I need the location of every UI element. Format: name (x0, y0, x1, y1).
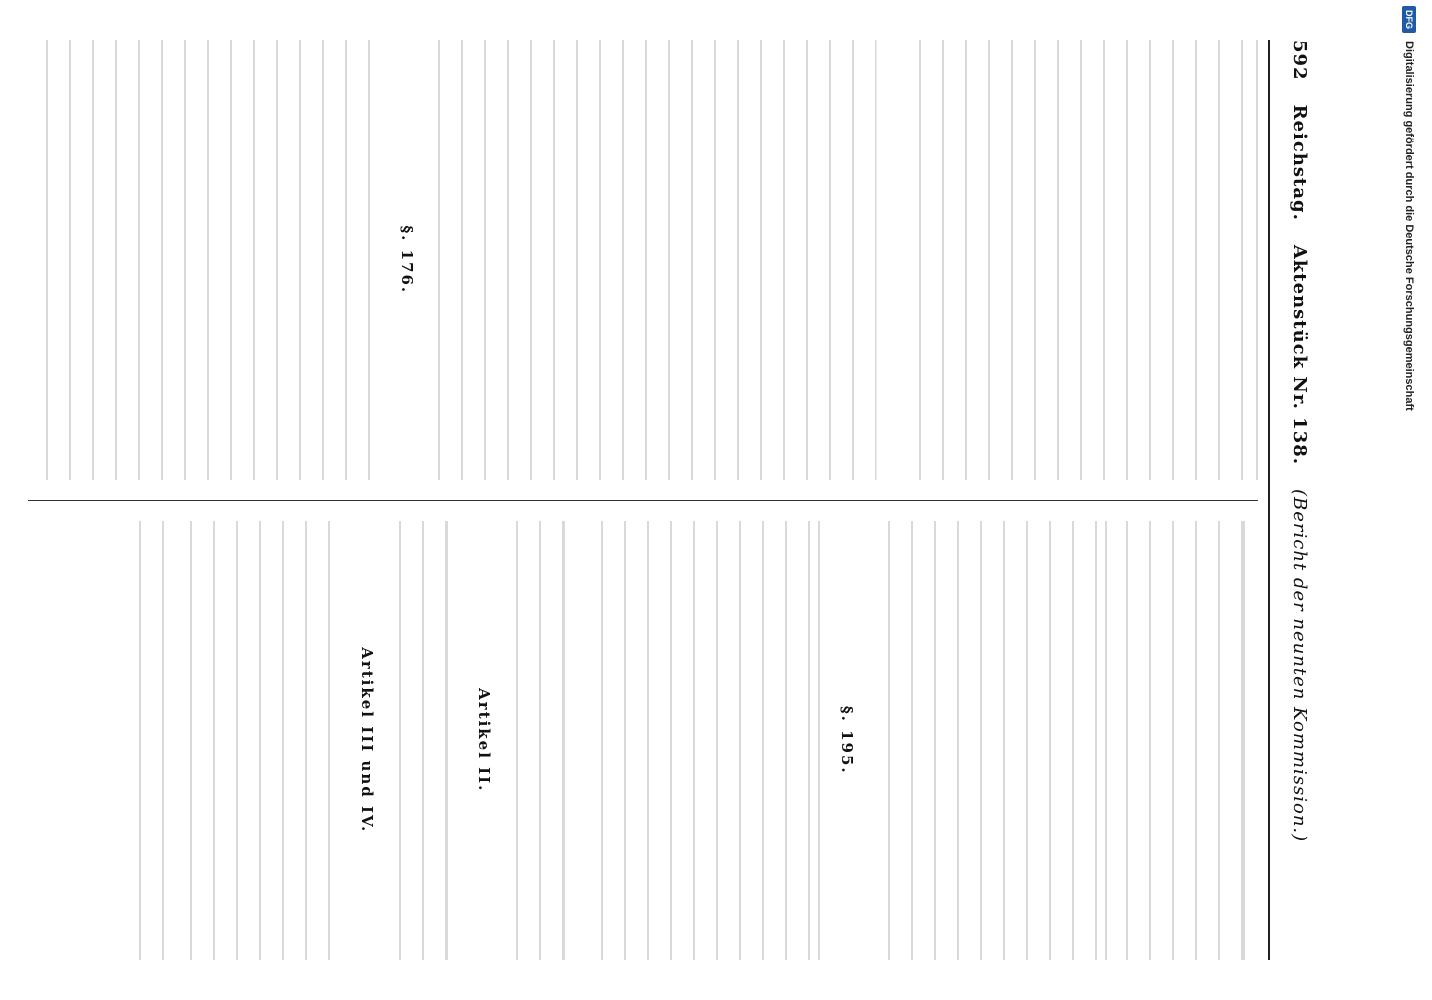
section-heading: §. 195. (838, 705, 856, 775)
page-number: 592 (1289, 40, 1310, 81)
header-parenthetical: (Bericht der neunten Kommission.) (1289, 489, 1310, 843)
header-document-number: Aktenstück Nr. 138. (1289, 244, 1310, 466)
body-paragraph (432, 40, 892, 480)
body-paragraph (509, 521, 579, 961)
digitization-stamp (1396, 0, 1426, 1000)
column-left (28, 40, 1258, 480)
text-columns (28, 40, 1258, 960)
section-heading: Artikel II. (475, 688, 493, 793)
page-header (1270, 40, 1310, 960)
header-rule (1268, 40, 1270, 960)
body-paragraph (872, 521, 1112, 961)
dfg-logo-icon: DFG (1402, 6, 1416, 33)
header-title: Reichstag. (1289, 104, 1310, 221)
digitization-stamp-text: Digitalisierung gefördert durch die Deutsche Forschungsgemeinschaft (1403, 41, 1415, 411)
body-paragraph (45, 40, 385, 480)
body-paragraph (1118, 521, 1258, 961)
body-paragraph (585, 521, 825, 961)
body-paragraph (185, 521, 345, 961)
body-paragraph (392, 521, 462, 961)
column-divider (28, 500, 1258, 501)
digitization-stamp-text-row (1398, 6, 1420, 766)
body-paragraph (133, 521, 179, 961)
body-paragraph (898, 40, 1258, 480)
section-heading: §. 176. (398, 225, 416, 295)
section-heading: Artikel III und IV. (358, 647, 376, 834)
column-right (28, 521, 1258, 961)
